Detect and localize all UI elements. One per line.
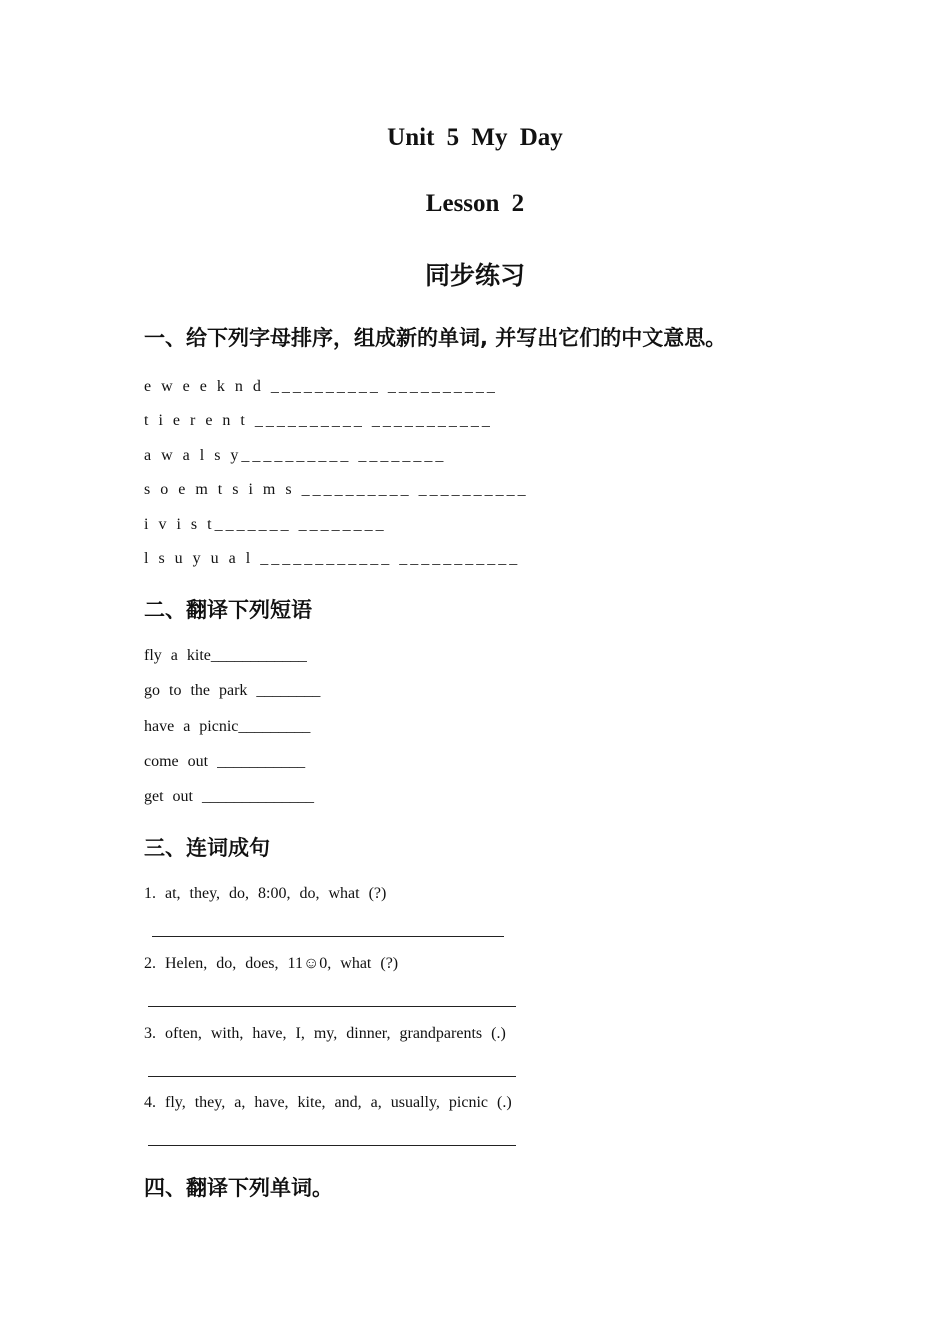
sentence-item: 2. Helen, do, does, 11☺0, what (?) <box>144 955 399 972</box>
practice-title: 同步练习 <box>424 261 525 290</box>
sentence-item: 4. fly, they, a, have, kite, and, a, usually, picnic (.) <box>144 1094 512 1111</box>
scramble-item: s o e m t s i m s __________ __________ <box>144 481 529 498</box>
section4-heading: 四、翻译下列单词。 <box>144 1176 333 1200</box>
answer-line <box>148 1076 516 1077</box>
phrase-item: come out ___________ <box>144 753 306 770</box>
scramble-item: i v i s t_______ ________ <box>144 516 387 533</box>
answer-line <box>152 936 504 937</box>
section3-heading: 三、连词成句 <box>144 836 270 860</box>
scramble-item: a w a l s y__________ ________ <box>144 447 447 464</box>
lesson-title: Lesson 2 <box>425 190 525 217</box>
phrase-item: get out ______________ <box>144 788 314 805</box>
phrase-item: fly a kite____________ <box>144 647 307 664</box>
section2-heading: 二、翻译下列短语 <box>144 598 312 622</box>
phrase-item: have a picnic_________ <box>144 718 311 735</box>
phrase-item: go to the park ________ <box>144 682 321 699</box>
section1-heading: 一、给下列字母排序，组成新的单词, 并写出它们的中文意思。 <box>144 326 727 350</box>
answer-line <box>148 1145 516 1146</box>
answer-line <box>148 1006 516 1007</box>
scramble-item: l s u y u a l ____________ ___________ <box>144 550 521 567</box>
unit-title: Unit 5 My Day <box>387 124 563 151</box>
scramble-item: e w e e k n d __________ __________ <box>144 378 498 395</box>
scramble-item: t i e r e n t __________ ___________ <box>144 412 493 429</box>
sentence-item: 1. at, they, do, 8:00, do, what (?) <box>144 885 387 902</box>
sentence-item: 3. often, with, have, I, my, dinner, grandparents (.) <box>144 1025 506 1042</box>
